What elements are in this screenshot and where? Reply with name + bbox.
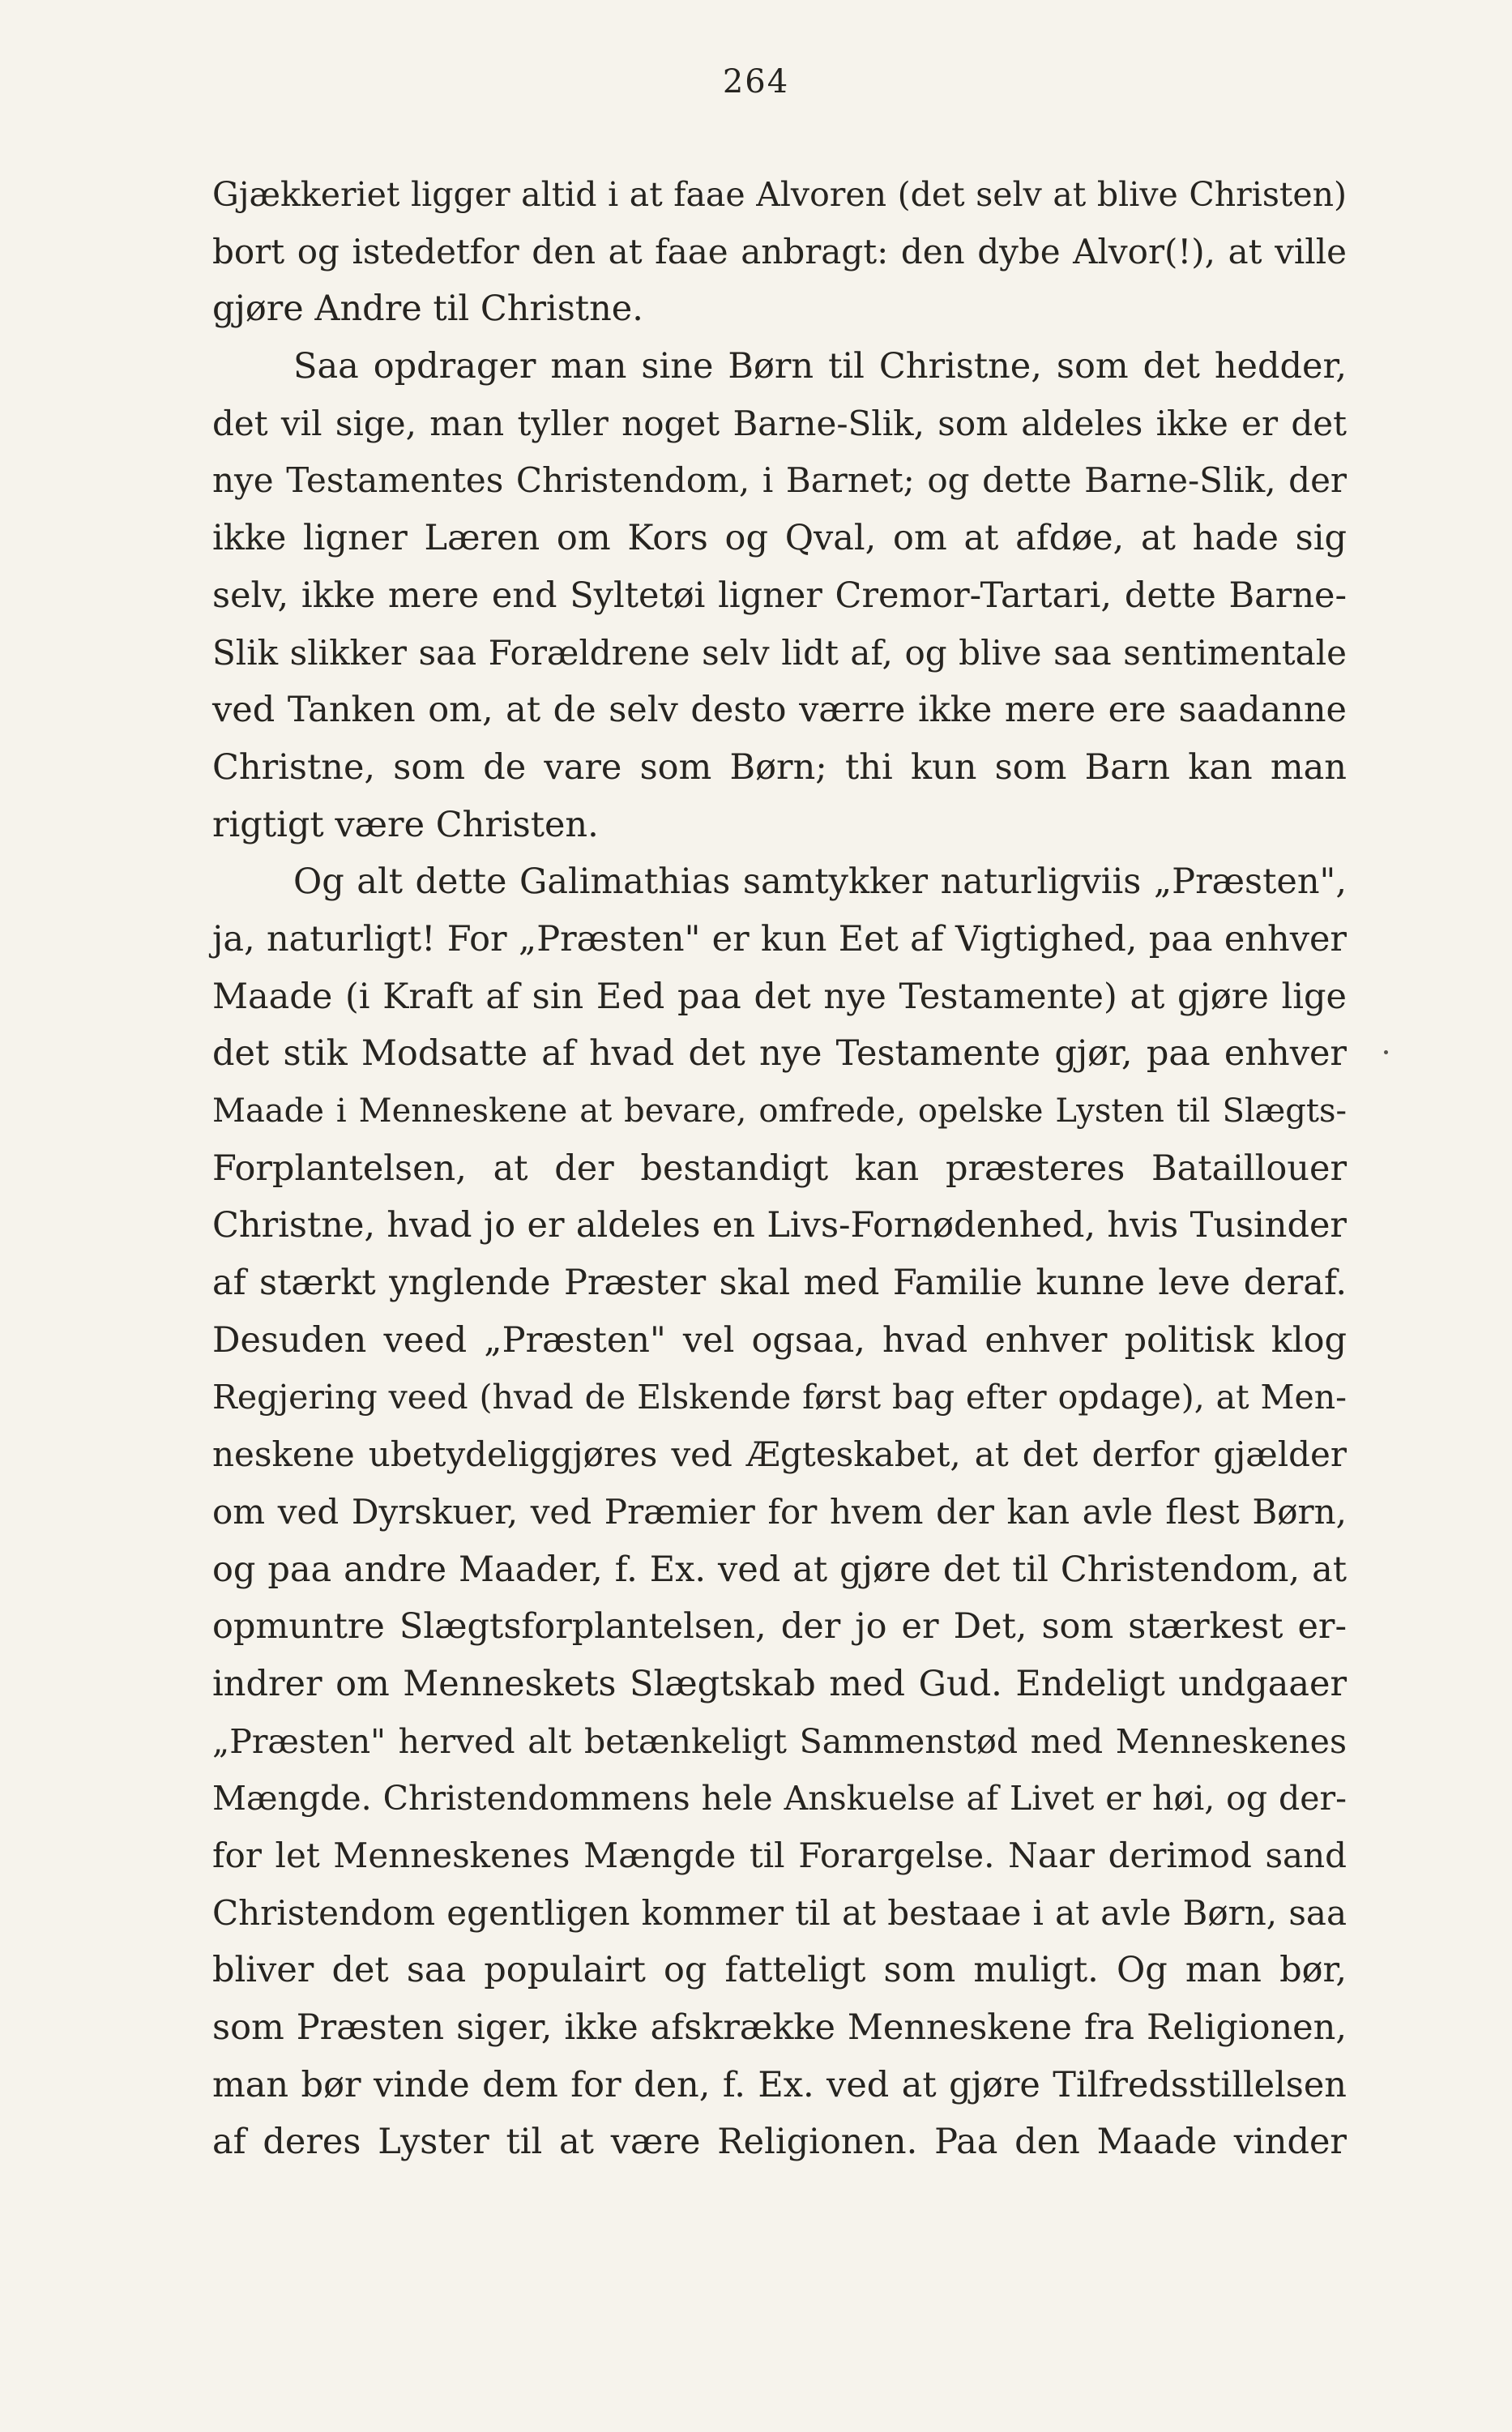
text-line: Regjering veed (hvad de Elskende først bag efter opdage), at Men- — [212, 1378, 1347, 1417]
text-line: indrer om Menneskets Slægtskab med Gud. Endeligt undgaaer — [212, 1663, 1347, 1704]
text-line: og paa andre Maader, f. Ex. ved at gjøre det til Christendom, at — [212, 1549, 1347, 1590]
text-line: af deres Lyster til at være Religionen. Paa den Maade vinder — [212, 2122, 1347, 2163]
text-line: man bør vinde dem for den, f. Ex. ved at gjøre Tilfredsstillelsen — [212, 2064, 1347, 2105]
text-line: bort og istedetfor den at faae anbragt: den dybe Alvor(!), at ville — [212, 231, 1347, 271]
text-line: neskene ubetydeliggjøres ved Ægteskabet, at det derfor gjælder — [212, 1434, 1347, 1475]
text-line: som Præsten siger, ikke afskrække Menneskene fra Religionen, — [212, 2007, 1347, 2048]
text-line: bliver det saa populairt og fatteligt som muligt. Og man bør, — [212, 1950, 1347, 1991]
text-line: for let Menneskenes Mængde til Forargelse. Naar derimod sand — [212, 1835, 1347, 1875]
text-line: Christne, som de vare som Børn; thi kun som Barn kan man — [212, 746, 1347, 788]
text-line: selv, ikke mere end Syltetøi ligner Cremor-Tartari, dette Barne- — [212, 575, 1347, 616]
text-line: Og alt dette Galimathias samtykker naturligviis „Præsten", — [293, 861, 1347, 903]
text-line: opmuntre Slægtsforplantelsen, der jo er Det, som stærkest er- — [212, 1606, 1347, 1648]
text-line: Christendom egentligen kommer til at bestaae i at avle Børn, saa — [212, 1892, 1347, 1933]
text-line: ikke ligner Læren om Kors og Qval, om at afdøe, at hade sig — [212, 518, 1347, 559]
text-line: rigtigt være Christen. — [212, 804, 599, 845]
text-line: ved Tanken om, at de selv desto værre ikke mere ere saadanne — [212, 690, 1347, 731]
text-line: Gjækkeriet ligger altid i at faae Alvoren (det selv at blive Christen) — [212, 175, 1347, 214]
body-text — [212, 166, 1347, 2171]
text-line: nye Testamentes Christendom, i Barnet; og dette Barne-Slik, der — [212, 460, 1347, 501]
text-line: Forplantelsen, at der bestandigt kan præsteres Bataillouer — [212, 1148, 1347, 1189]
margin-speck — [1384, 1050, 1388, 1054]
text-line: Mængde. Christendommens hele Anskuelse af Livet er høi, og der- — [212, 1779, 1347, 1819]
page-number: 264 — [722, 63, 790, 100]
text-line: ja, naturligt! For „Præsten" er kun Eet af Vigtighed, paa enhver — [212, 918, 1347, 960]
text-line: af stærkt ynglende Præster skal med Familie kunne leve deraf. — [212, 1263, 1347, 1304]
text-line: det stik Modsatte af hvad det nye Testamente gjør, paa enhver — [212, 1033, 1347, 1075]
text-line: Maade (i Kraft af sin Eed paa det nye Testamente) at gjøre lige — [212, 976, 1347, 1017]
text-line: Slik slikker saa Forældrene selv lidt af, og blive saa sentimentale — [212, 632, 1347, 673]
text-line: Saa opdrager man sine Børn til Christne, som det hedder, — [293, 346, 1347, 387]
text-line: Christne, hvad jo er aldeles en Livs-Fornødenhed, hvis Tusinder — [212, 1205, 1347, 1246]
text-line: Desuden veed „Præsten" vel ogsaa, hvad enhver politisk klog — [212, 1319, 1347, 1361]
text-line: om ved Dyrskuer, ved Præmier for hvem der kan avle flest Børn, — [212, 1491, 1347, 1532]
text-line: gjøre Andre til Christne. — [212, 289, 643, 330]
text-line: Maade i Menneskene at bevare, omfrede, opelske Lysten til Slægts- — [212, 1092, 1347, 1130]
text-line: „Præsten" herved alt betænkeligt Sammenstød med Menneskenes — [212, 1721, 1347, 1761]
text-line: det vil sige, man tyller noget Barne-Slik, som aldeles ikke er det — [212, 403, 1347, 443]
